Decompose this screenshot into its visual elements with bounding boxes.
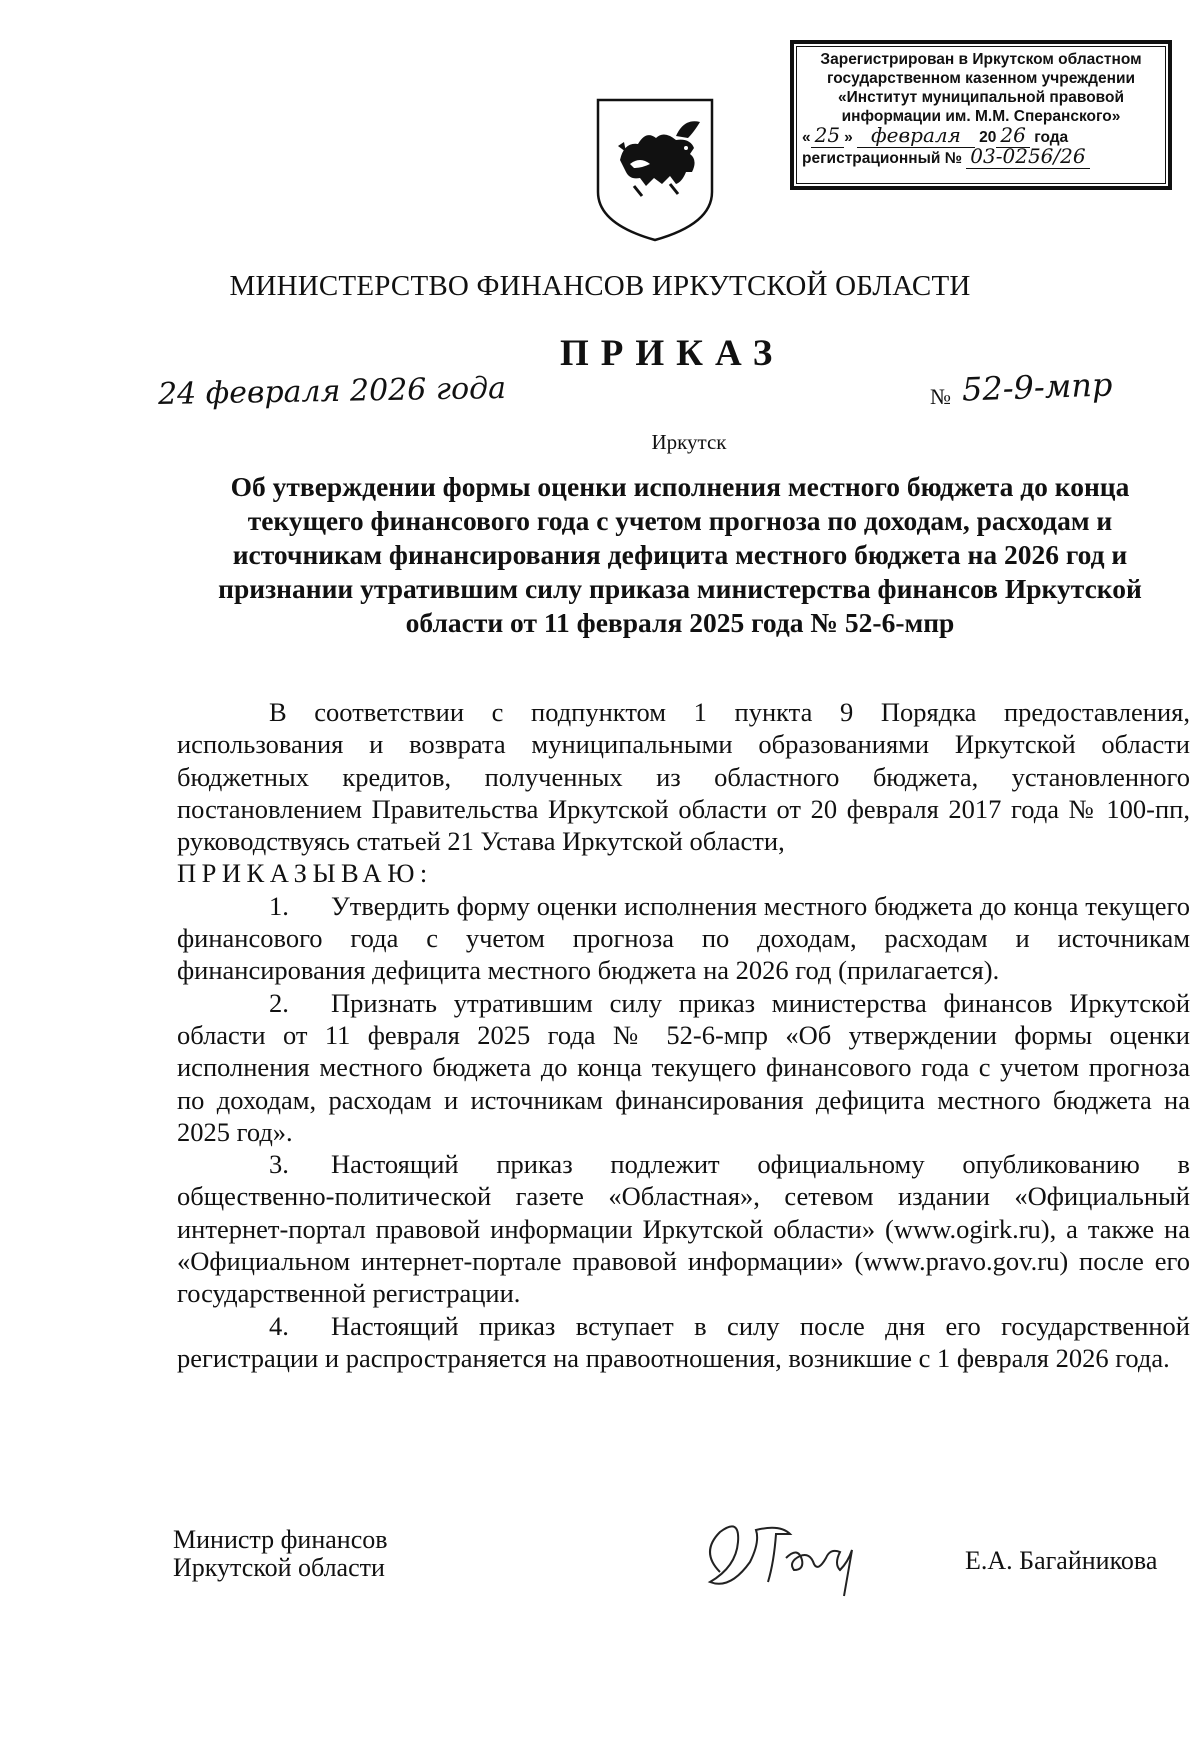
stamp-line-4: информации им. М.М. Сперанского» xyxy=(841,108,1121,125)
item-number: 4. xyxy=(269,1310,289,1341)
city: Иркутск xyxy=(651,430,727,454)
stamp-year-suffix: 26 xyxy=(996,123,1029,148)
item-number: 2. xyxy=(269,987,289,1018)
stamp-year-prefix: 20 xyxy=(979,129,997,146)
document-type: ПРИКАЗ xyxy=(560,333,785,374)
stamp-quote-open: « xyxy=(802,129,811,146)
stamp-reg-line xyxy=(802,144,1160,168)
signatory-name: Е.А. Багайникова xyxy=(965,1546,1158,1575)
registration-stamp xyxy=(790,40,1172,190)
signatory-title-line-2: Иркутской области xyxy=(173,1553,385,1582)
list-item xyxy=(177,987,1190,1148)
stamp-line-2: государственном казенном учреждении xyxy=(826,70,1136,87)
item-text: Утвердить форму оценки исполнения местного бюджета до конца текущего финансового года с учетом прогноза по доходам, расходам и источникам финансирования дефицита местного бюджета на 2026 год (прилагается). xyxy=(177,890,1190,986)
signatory-title-line-1: Министр финансов xyxy=(173,1525,388,1554)
item-text: Настоящий приказ вступает в силу после дня его государственной регистрации и распространяется на правоотношения, возникшие с 1 февраля 2026 года. xyxy=(177,1310,1190,1373)
stamp-line-1: Зарегистрирован в Иркутском областном xyxy=(820,51,1142,68)
list-item xyxy=(177,890,1190,987)
document-subject: Об утверждении формы оценки исполнения местного бюджета до конца текущего финансового года с учетом прогноза по доходам, расходам и источникам финансирования дефицита местного бюджета на 2026 год и признании утратившим силу приказа министерства финансов Иркутской области от 11 февраля 2025 года № 52-6-мпр xyxy=(218,471,1142,638)
item-number: 1. xyxy=(269,890,289,921)
item-text: Настоящий приказ подлежит официальному опубликованию в общественно-политической газете «Областная», сетевом издании «Официальный интернет-портал правовой информации Иркутской области» (www.ogirk.ru), а также на «Официальном интернет-портале правовой информации» (www.pravo.gov.ru) после его государственной регистрации. xyxy=(177,1149,1190,1309)
coat-of-arms-icon xyxy=(590,92,720,244)
handwritten-number: 52-9-мпр xyxy=(961,365,1113,409)
ministry-name: МИНИСТЕРСТВО ФИНАНСОВ ИРКУТСКОЙ ОБЛАСТИ xyxy=(229,270,971,302)
handwritten-signature xyxy=(690,1512,870,1602)
stamp-day: 25 xyxy=(811,123,844,148)
stamp-reg-number: 03-0256/26 xyxy=(966,144,1089,169)
stamp-reg-label: регистрационный № xyxy=(802,150,962,167)
stamp-year-word: года xyxy=(1034,129,1069,146)
list-item xyxy=(177,1310,1190,1375)
item-text: Признать утратившим силу приказ министерства финансов Иркутской области от 11 февраля 2025 года № 52-6-мпр «Об утверждении формы оценки исполнения местного бюджета до конца текущего финансового года с учетом прогноза по доходам, расходам и источникам финансирования дефицита местного бюджета на 2025 год». xyxy=(177,987,1190,1147)
item-number: 3. xyxy=(269,1149,289,1180)
decree-word: ПРИКАЗЫВАЮ: xyxy=(177,858,433,889)
handwritten-date: 24 февраля 2026 года xyxy=(157,370,507,413)
document-body xyxy=(177,696,1190,1374)
list-item xyxy=(177,1148,1190,1309)
stamp-month: февраля xyxy=(857,123,975,148)
number-label: № xyxy=(930,384,951,409)
signatory-title xyxy=(173,1526,388,1582)
stamp-line-3: «Институт муниципальной правовой xyxy=(838,89,1124,106)
preamble: В соответствии с подпунктом 1 пункта 9 Порядка предоставления, использования и возврата муниципальными образованиями Иркутской области бюджетных кредитов, полученных из областного бюджета, установленного постановлением Правительства Иркутской области от 20 февраля 2017 года № 100-пп, руководствуясь статьей 21 Устава Иркутской области, xyxy=(177,697,1190,857)
stamp-quote-close: » xyxy=(844,129,853,146)
